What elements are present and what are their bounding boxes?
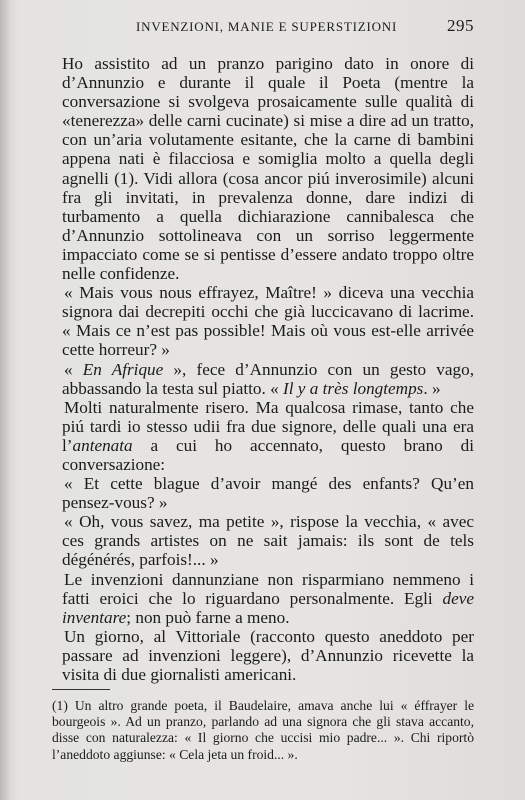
paragraph-4 [62,398,474,474]
p4-start: Molti naturalmente risero. Ma qualcosa rimase, tanto che piú tardi io stesso udii fra due signore, delle quali una era l’ [62,397,474,455]
page-number: 295 [447,16,474,35]
paragraph-8: Un giorno, al Vittoriale (racconto questo aneddoto per passare ad invenzioni leggere), d’Annunzio ricevette la visita di due giornalisti americani. [62,626,474,684]
footnote [52,698,474,763]
page-gutter-shadow [0,0,10,800]
footnote-text: (1) Un altro grande poeta, il Baudelaire, amava anche lui « éffrayer le bourgeois ». Ad un pranzo, parlando ad una signora che gli stava accanto, disse con naturalezza: « Il giorno che uccisi mio padre... ». Chi riportò l’aneddoto aggiunse: « Cela jeta un froid... ». [52,698,474,762]
p4-end: a cui ho accennato, questo brano di conversazione: [62,435,474,474]
page-header [62,12,482,42]
p3-italic-tres-longtemps: Il y a très longtemps [283,378,424,398]
p3-italic-en-afrique: En Afrique [82,359,164,379]
p7-start: Le invenzioni dannunziane non risparmiano nemmeno i fatti eroici che lo riguardano personalmente. Egli [62,569,474,608]
body-text [62,54,474,684]
paragraph-7 [62,570,474,627]
paragraph-5: « Et cette blague d’avoir mangé des enfants? Qu’en pensez-vous? » [62,474,474,513]
p4-italic-antenata: antenata [72,435,133,455]
p3-open: « [64,359,83,379]
running-title: INVENZIONI, MANIE E SUPERSTIZIONI [136,19,398,34]
p3-close: . » [423,378,441,398]
p7-italic-deve-inventare: deve inventare [62,588,474,627]
p3-mid: », fece d’Annunzio con un gesto vago, abbassando la testa sul piatto. « [62,359,475,398]
paragraph-3 [62,360,474,398]
paragraph-2: « Mais vous nous effrayez, Maître! » diceva una vecchia signora dai decrepiti occhi che già luccicavano di lacrime. « Mais ce n’est pas possible! Mais où vous est-elle arrivée cette horreur? » [62,283,474,360]
footnote-rule [52,689,110,690]
paragraph-1: Ho assistito ad un pranzo parigino dato in onore di d’Annunzio e durante il quale il Poeta (mentre la conversazione si svolgeva prosaicamente sulle qualità di «tenerezza» delle carni cucinate) si mise a dire ad un tratto, con un’aria volutamente esitante, che la carne di bambini appena nati è filacciosa e somiglia molto a quella degli agnelli (1). Vidi allora (cosa ancor piú inverosimile) alcuni fra gli invitati, in prevalenza donne, dare indizi di turbamento a quella dichiarazione cannibalesca che d’Annunzio sottolineava con un sorriso leggermente impacciato come se si pentisse d’essere andato troppo oltre nelle confidenze. [62,54,474,284]
p7-end: ; non può farne a meno. [126,607,290,627]
paragraph-6: « Oh, vous savez, ma petite », rispose la vecchia, « avec ces grands artistes on ne sait jamais: ils sont de tels dégénérés, parfois!... » [62,512,474,570]
